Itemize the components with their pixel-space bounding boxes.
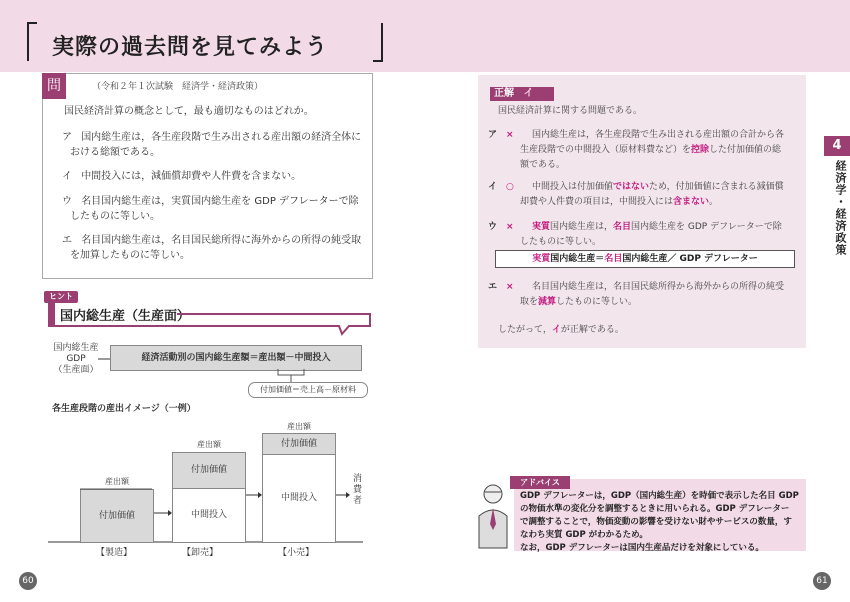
page-number-right: 61 xyxy=(813,572,831,590)
close-bracket xyxy=(372,22,384,62)
page-title: 実際の過去問を見てみよう xyxy=(52,35,329,60)
option-text: を加算したものに等しい。 xyxy=(70,250,190,261)
answer-item-mark: × xyxy=(506,282,514,292)
emphasis-run: 含まない xyxy=(673,197,710,207)
consumer-char: 消 xyxy=(353,474,363,484)
stage-name: 【製造】 xyxy=(96,548,133,558)
consumer-label xyxy=(353,474,363,507)
answer-item-line xyxy=(532,220,802,235)
text-run: 取を xyxy=(520,297,539,307)
option-text: 名目国内総生産は，名目国民総所得に海外からの所得の純受取 xyxy=(81,235,362,246)
answer-item-line xyxy=(520,235,802,250)
option-text: したものに等しい。 xyxy=(70,211,160,222)
text-run: 生産段階での中間投入（原材料費など）を xyxy=(520,145,692,155)
consumer-char: 費 xyxy=(353,485,363,495)
text-run: 国内総生産は，各生産段階で生み出される産出額の合計から各 xyxy=(532,130,785,140)
stage-label-sanshutsu: 産出額 xyxy=(197,440,221,449)
option-text: 名目国内総生産は，実質国内総生産を GDP デフレーターで除 xyxy=(81,196,359,207)
chapter-label: 経済学・経済政策 xyxy=(834,160,847,256)
hint-heading: 国内総生産（生産面） xyxy=(60,309,191,324)
option-key: イ xyxy=(62,171,72,182)
answer-item-mark: × xyxy=(506,222,514,232)
hint-badge: ヒント xyxy=(44,291,78,303)
formula-box xyxy=(495,250,795,268)
stage-box-chukan: 中間投入 xyxy=(172,488,246,543)
option-key: ウ xyxy=(62,196,72,207)
answer-item-line xyxy=(520,158,802,173)
gdp-label-line: GDP xyxy=(66,354,86,364)
flow-arrows xyxy=(154,480,354,520)
emphasis-run: 減算 xyxy=(538,297,557,307)
answer-key: イ xyxy=(523,88,534,99)
advice-badge: アドバイス xyxy=(510,476,570,489)
advice-line: GDP デフレーターは，GDP（国内総生産）を時価で表示した名目 GDP xyxy=(520,491,799,501)
emphasis-run: 控除 xyxy=(691,145,710,155)
gdp-label-line: （生産面） xyxy=(53,365,99,375)
text-run: したがって， xyxy=(498,325,552,335)
text-run: 却費や人件費の項目は，中間投入には xyxy=(520,197,674,207)
text-run: した付加価値の総 xyxy=(709,145,782,155)
answer-badge xyxy=(490,87,554,101)
question-option-a xyxy=(62,130,361,160)
text-run: 中間投入は付加価値 xyxy=(532,182,614,192)
question-prompt: 国民経済計算の概念として，最も適切なものはどれか。 xyxy=(64,106,314,117)
answer-item-line xyxy=(520,143,802,158)
text-run: が正解である。 xyxy=(560,325,624,335)
consumer-char: 者 xyxy=(353,496,363,506)
formula-part: 国内総生産＝ xyxy=(550,254,605,264)
answer-conclusion xyxy=(498,323,624,338)
option-text: 国内総生産は，各生産段階で生み出される産出額の経済全体に xyxy=(81,132,362,143)
formula-part: 国内総生産／ GDP デフレーター xyxy=(622,254,758,264)
answer-badge-label: 正解 xyxy=(494,88,514,99)
text-run: 国内総生産は， xyxy=(550,222,614,232)
advice-line: の物価水準の変化分を調整するときに用いられる。GDP デフレーター xyxy=(520,504,790,514)
answer-item-body xyxy=(520,280,802,310)
answer-item-body xyxy=(520,180,802,210)
answer-item-line xyxy=(532,180,802,195)
question-option-u xyxy=(62,194,359,224)
gdp-label xyxy=(52,343,100,376)
gdp-formula-box: 経済活動別の国内総生産額＝産出額－中間投入 xyxy=(110,345,362,371)
answer-item-line xyxy=(532,128,802,143)
advice-line: で調整することで，物価変動の影響を受けない財やサービスの数量，す xyxy=(520,517,792,527)
stage-label-sanshutsu: 産出額 xyxy=(105,477,129,486)
advice-line: なお，GDP デフレーターは国内生産品だけを対象にしている。 xyxy=(520,543,764,553)
chapter-number: 4 xyxy=(824,136,850,156)
hint-speech-frame xyxy=(44,312,374,336)
option-key: エ xyxy=(62,235,72,246)
note-connector xyxy=(276,369,306,383)
option-text: おける総額である。 xyxy=(70,147,160,158)
answer-item-mark: ○ xyxy=(506,182,514,192)
formula-part: 名目 xyxy=(604,254,623,264)
value-added-note: 付加価値＝売上高－原材料 xyxy=(248,382,368,398)
question-option-e xyxy=(62,233,361,263)
answer-intro: 国民経済計算に関する問題である。 xyxy=(498,106,643,116)
text-run: 。 xyxy=(709,197,719,207)
emphasis-run: 実質 xyxy=(532,222,551,232)
text-run: したものに等しい。 xyxy=(520,237,602,247)
formula-part: 実質 xyxy=(532,254,551,264)
stage-box-chukan: 中間投入 xyxy=(262,454,336,543)
stage-name: 【卸売】 xyxy=(182,548,219,558)
answer-item-line xyxy=(520,195,802,210)
advisor-illustration xyxy=(473,480,513,550)
emphasis-run: ではない xyxy=(613,182,650,192)
text-run: したものに等しい。 xyxy=(556,297,638,307)
text-run: ため，付加価値に含まれる減価償 xyxy=(649,182,784,192)
option-key: ア xyxy=(62,132,72,143)
text-run: 額である。 xyxy=(520,160,566,170)
text-run: 名目国内総生産は，名目国民総所得から海外からの所得の純受 xyxy=(532,282,785,292)
stage-box-fuka: 付加価値 xyxy=(262,433,336,455)
answer-item-body xyxy=(520,220,802,250)
stage-box-fuka: 付加価値 xyxy=(80,489,154,543)
option-text: 中間投入には，減価償却費や人件費を含まない。 xyxy=(81,171,302,182)
question-option-i xyxy=(62,169,301,184)
emphasis-run: 名目 xyxy=(613,222,632,232)
answer-item-line xyxy=(532,280,802,295)
open-bracket xyxy=(26,22,38,62)
question-mark: 問 xyxy=(42,73,66,99)
gdp-label-line: 国内総生産 xyxy=(53,343,99,353)
answer-item-key: ア xyxy=(488,130,498,140)
answer-item-key: エ xyxy=(488,282,498,292)
stage-label-sanshutsu: 産出額 xyxy=(287,422,311,431)
top-line-connector xyxy=(80,476,152,490)
diagram-title: 各生産段階の産出イメージ（一例） xyxy=(52,404,196,414)
emphasis-run: イ xyxy=(551,325,561,335)
answer-item-body xyxy=(520,128,802,173)
text-run: 国内総生産を GDP デフレーターで除 xyxy=(631,222,782,232)
stage-name: 【小売】 xyxy=(278,548,315,558)
question-source: （令和２年１次試験 経済学・経済政策） xyxy=(92,82,264,92)
advice-text xyxy=(520,490,799,555)
answer-item-key: ウ xyxy=(488,222,498,232)
answer-item-key: イ xyxy=(488,182,498,192)
stage-box-fuka: 付加価値 xyxy=(172,452,246,489)
advice-line: なわち実質 GDP がわかるため。 xyxy=(520,530,648,540)
answer-item-line xyxy=(520,295,802,310)
page-number-left: 60 xyxy=(19,572,37,590)
answer-item-mark: × xyxy=(506,130,514,140)
